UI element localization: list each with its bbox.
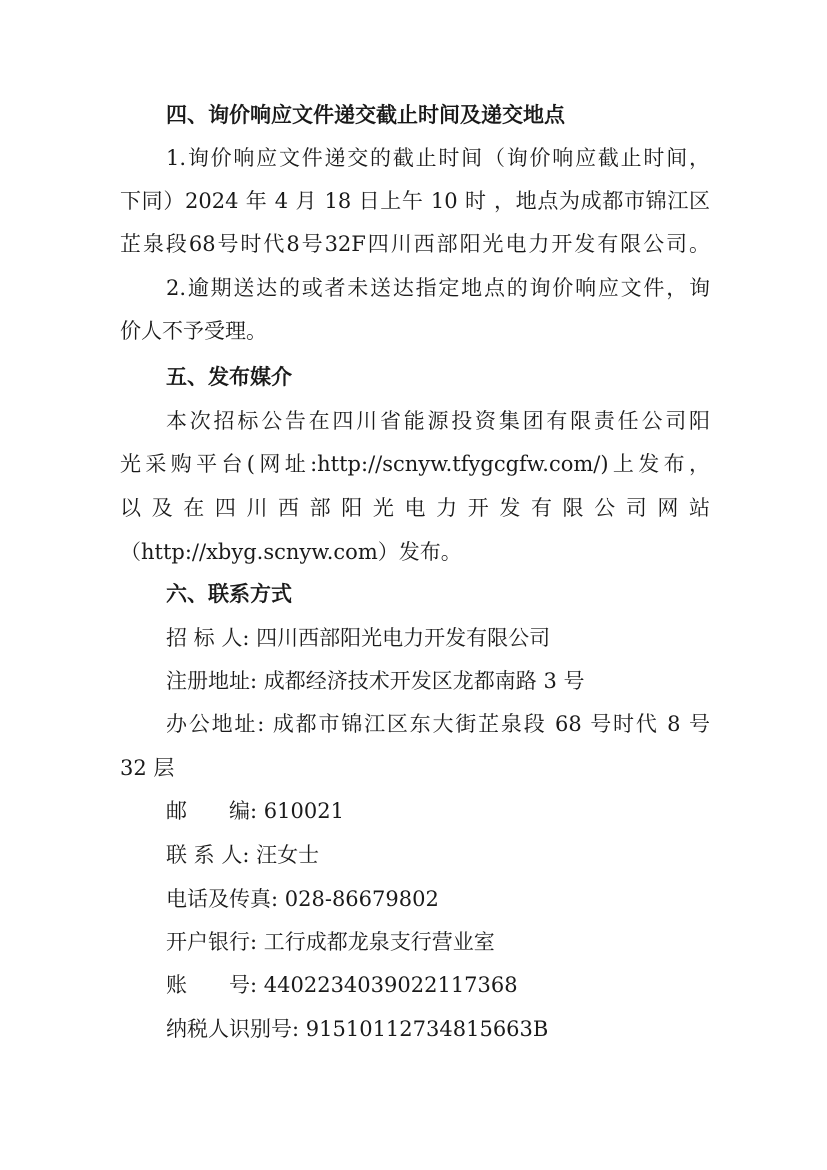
section-6-heading: 六、联系方式 bbox=[166, 582, 292, 606]
contact-label: 邮 编: bbox=[166, 799, 258, 823]
contact-value: 汪女士 bbox=[256, 843, 320, 867]
section-4-para-2-line-2: 价人不予受理。 bbox=[120, 319, 267, 343]
contact-label: 账 号: bbox=[166, 973, 258, 997]
section-4-para-1-line-3: 芷泉段68号时代8号32F四川西部阳光电力开发有限公司。 bbox=[120, 232, 710, 256]
contact-row-office-address-continued bbox=[120, 753, 710, 783]
contact-value: 91510112734815663B bbox=[305, 1017, 549, 1041]
contact-label: 招 标 人: bbox=[166, 626, 250, 650]
contact-row-contact-person bbox=[166, 840, 710, 870]
contact-row-phone-fax bbox=[166, 884, 710, 914]
contact-label: 电话及传真: bbox=[166, 887, 279, 911]
contact-value: 4402234039022117368 bbox=[263, 973, 518, 997]
contact-label: 开户银行: bbox=[166, 930, 258, 954]
section-5-line-2: 光采购平台(网址:http://scnyw.tfygcgfw.com/)上发布， bbox=[120, 452, 710, 476]
contact-row-account-number bbox=[166, 970, 710, 1000]
contact-label: 办公地址: bbox=[166, 712, 265, 736]
section-4-para-2-line-1: 2.逾期送达的或者未送达指定地点的询价响应文件，询 bbox=[166, 276, 710, 300]
contact-value: 成都经济技术开发区龙都南路 3 号 bbox=[263, 669, 585, 693]
contact-label: 纳税人识别号: bbox=[166, 1017, 300, 1041]
contact-row-tax-id bbox=[166, 1014, 710, 1044]
section-5-heading: 五、发布媒介 bbox=[166, 365, 292, 389]
contact-value: 610021 bbox=[263, 799, 344, 823]
section-4-heading: 四、询价响应文件递交截止时间及递交地点 bbox=[166, 103, 565, 127]
contact-row-tenderer bbox=[166, 623, 710, 653]
section-4-para-1-line-1: 1.询价响应文件递交的截止时间（询价响应截止时间， bbox=[166, 146, 710, 170]
section-5-line-3: 以及在四川西部阳光电力开发有限公司网站 bbox=[120, 496, 710, 520]
section-5-line-4: （http://xbyg.scnyw.com）发布。 bbox=[120, 540, 462, 564]
contact-value: 工行成都龙泉支行营业室 bbox=[263, 930, 495, 954]
contact-value: 四川西部阳光电力开发有限公司 bbox=[256, 626, 551, 650]
contact-value: 028-86679802 bbox=[284, 887, 439, 911]
contact-row-bank bbox=[166, 927, 710, 957]
contact-row-office-address bbox=[166, 709, 710, 739]
section-5-line-1: 本次招标公告在四川省能源投资集团有限责任公司阳 bbox=[166, 409, 710, 433]
contact-label: 联 系 人: bbox=[166, 843, 250, 867]
contact-row-registered-address bbox=[166, 666, 710, 696]
section-4-para-1-line-2: 下同）2024 年 4 月 18 日上午 10 时 ，地点为成都市锦江区 bbox=[120, 189, 710, 213]
contact-label: 注册地址: bbox=[166, 669, 258, 693]
contact-row-postcode bbox=[166, 796, 710, 826]
contact-value: 32 层 bbox=[120, 756, 175, 780]
contact-value: 成都市锦江区东大街芷泉段 68 号时代 8 号 bbox=[272, 712, 710, 736]
